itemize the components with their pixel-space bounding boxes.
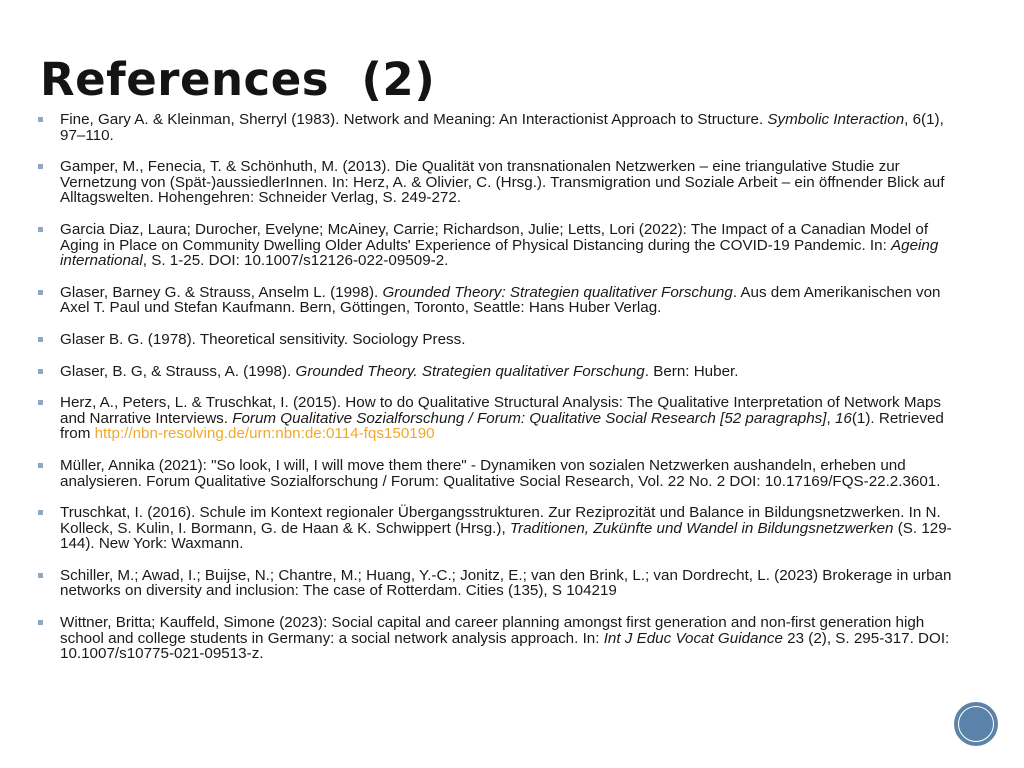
reference-text: Herz, A., Peters, L. & Truschkat, I. (2015). How to do Qualitative Structural Analysis: The Qualitative Interpretation of Network Maps and Narrative Interviews. [60, 394, 941, 427]
reference-list [38, 112, 958, 678]
reference-item [38, 112, 958, 143]
reference-text: Wittner, Britta; Kauffeld, Simone (2023): Social capital and career planning amongst first generation and non-first generation high school and college students in Germany: a social network analysis approach. In: [60, 614, 925, 647]
bullet-icon [38, 227, 43, 232]
reference-italic-text: Ageing international [60, 236, 939, 270]
reference-item [38, 505, 958, 552]
bullet-icon [38, 117, 43, 122]
reference-text: Fine, Gary A. & Kleinman, Sherryl (1983). Network and Meaning: An Interactionist Approach to Structure. [60, 111, 768, 128]
bullet-icon [38, 620, 43, 625]
reference-item [38, 458, 958, 489]
reference-text: 23 (2), S. 295-317. DOI: 10.1007/s10775-021-09513-z. [60, 629, 950, 663]
reference-text: , S. 1-25. DOI: 10.1007/s12126-022-09509-2. [142, 252, 449, 270]
reference-italic-text: Traditionen, Zukünfte und Wandel in Bildungsnetzwerken [509, 519, 894, 537]
reference-text: Glaser B. G. (1978). Theoretical sensitivity. Sociology Press. [60, 330, 466, 348]
bullet-icon [38, 510, 43, 515]
reference-link[interactable]: http://nbn-resolving.de/urn:nbn:de:0114-fqs150190 [94, 425, 435, 443]
reference-italic-text: Symbolic Interaction [767, 111, 905, 128]
reference-item [38, 615, 958, 662]
reference-text: Glaser, Barney G. & Strauss, Anselm L. (1998). [60, 283, 383, 301]
reference-text: Müller, Annika (2021): "So look, I will, I will move them there" - Dynamiken von sozialen Netzwerken aushandeln, erheben und analysieren. Forum Qualitative Sozialforschung / Forum: Qualitative Social Research, Vol. 22 No. 2 DOI: 10.17169/FQS-22.2.3601. [60, 456, 941, 490]
bullet-icon [38, 337, 43, 342]
reference-italic-text: Grounded Theory. Strategien qualitativer Forschung [295, 362, 645, 380]
reference-italic-text: Forum Qualitative Sozialforschung / Forum: Qualitative Social Research [52 paragraphs] [232, 409, 827, 427]
bullet-icon [38, 290, 43, 295]
reference-item [38, 159, 958, 206]
reference-item [38, 568, 958, 599]
reference-text: Garcia Diaz, Laura; Durocher, Evelyne; McAiney, Carrie; Richardson, Julie; Letts, Lori (2022): The Impact of a Canadian Model of Aging in Place on Community Dwelling Older Adults' Experience of Physical Distancing during the COVID-19 Pandemic. In: [60, 220, 929, 254]
reference-item [38, 395, 958, 442]
slide-nav-circle-icon[interactable] [954, 702, 998, 746]
reference-text: Gamper, M., Fenecia, T. & Schönhuth, M. (2013). Die Qualität von transnationalen Netzwerken – eine triangulative Studie zur Vernetzung von (Spät-)aussiedlerInnen. In: Herz, A. & Olivier, C. (Hrsg.). Transmigration und Soziale Arbeit – ein öffnender Blick auf Alltagswelten. Hohengehren: Schneider Verlag, S. 249-272. [60, 158, 945, 207]
reference-italic-text: 16 [834, 409, 852, 427]
reference-italic-text: Grounded Theory: Strategien qualitativer Forschung [382, 283, 733, 301]
reference-text: . Bern: Huber. [644, 362, 739, 380]
reference-text: , [826, 409, 835, 427]
bullet-icon [38, 400, 43, 405]
nav-circle-ring [958, 706, 994, 742]
reference-item [38, 285, 958, 316]
reference-item [38, 364, 958, 380]
slide-title: References (2) [40, 53, 436, 106]
reference-text: , 6(1), 97–110. [60, 111, 944, 144]
reference-text: Glaser, B. G, & Strauss, A. (1998). [60, 362, 296, 380]
reference-text: Schiller, M.; Awad, I.; Buijse, N.; Chantre, M.; Huang, Y.-C.; Jonitz, E.; van den Brink, L.; van Dordrecht, L. (2023) Brokerage in urban networks on diversity and inclusion: The case of Rotterdam. Cities (135), S 104219 [60, 566, 952, 600]
reference-item [38, 332, 958, 348]
bullet-icon [38, 573, 43, 578]
reference-text: (1). Retrieved from [60, 409, 944, 443]
bullet-icon [38, 369, 43, 374]
bullet-icon [38, 463, 43, 468]
reference-text: . Aus dem Amerikanischen von Axel T. Paul und Stefan Kaufmann. Bern, Göttingen, Toronto, Seattle: Hans Huber Verlag. [60, 283, 941, 317]
reference-text: (S. 129-144). New York: Waxmann. [60, 519, 952, 553]
reference-italic-text: Int J Educ Vocat Guidance [603, 629, 783, 647]
reference-item [38, 222, 958, 269]
reference-text: Truschkat, I. (2016). Schule im Kontext regionaler Übergangsstrukturen. Zur Reziprozität und Balance in Bildungsnetzwerken. In N. Kolleck, S. Kulin, I. Bormann, G. de Haan & K. Schwippert (Hrsg.), [60, 504, 941, 537]
bullet-icon [38, 164, 43, 169]
